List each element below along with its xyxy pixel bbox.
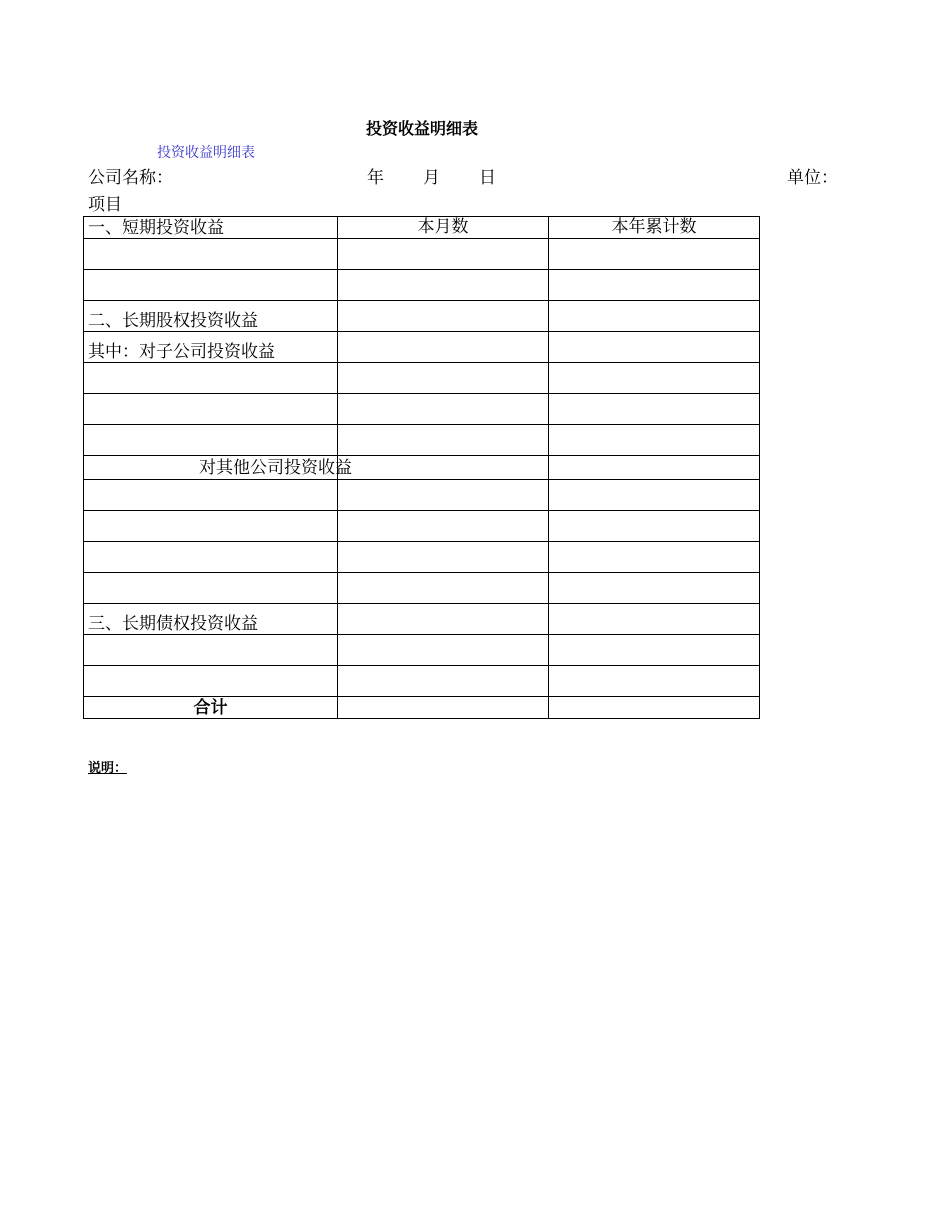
cell-year-to-date[interactable] [549, 604, 760, 635]
cell-current-month[interactable] [338, 301, 549, 332]
table-row [84, 425, 760, 456]
cell-year-to-date[interactable] [549, 573, 760, 604]
table-row [84, 511, 760, 542]
cell-current-month[interactable] [338, 697, 549, 719]
row-label-text: 对其他公司投资收益 [199, 458, 352, 478]
cell-current-month[interactable] [338, 270, 549, 301]
row-label[interactable]: 三、长期债权投资收益 [84, 604, 338, 635]
cell-current-month[interactable] [338, 480, 549, 511]
table-row [84, 363, 760, 394]
row-label[interactable] [84, 425, 338, 456]
cell-year-to-date[interactable] [549, 363, 760, 394]
cell-year-to-date[interactable] [549, 511, 760, 542]
cell-current-month[interactable] [338, 332, 549, 363]
row-label[interactable]: 一、短期投资收益 [84, 217, 338, 239]
cell-year-to-date[interactable] [549, 239, 760, 270]
cell-year-to-date[interactable] [549, 542, 760, 573]
table-row [84, 456, 760, 480]
row-label[interactable] [84, 239, 338, 270]
row-label[interactable] [84, 635, 338, 666]
row-label[interactable] [84, 480, 338, 511]
table-row [84, 666, 760, 697]
table-row [84, 301, 760, 332]
unit-label: 单位： [787, 168, 838, 188]
cell-year-to-date[interactable] [549, 301, 760, 332]
cell-year-to-date[interactable] [549, 270, 760, 301]
cell-current-month[interactable] [338, 511, 549, 542]
row-label[interactable] [84, 456, 352, 480]
cell-year-to-date[interactable] [549, 697, 760, 719]
company-name-label: 公司名称： [88, 168, 173, 188]
cell-year-to-date[interactable] [549, 394, 760, 425]
item-column-label: 项目 [88, 195, 122, 215]
cell-current-month[interactable] [338, 604, 549, 635]
cell-current-month[interactable] [338, 573, 549, 604]
row-label[interactable] [84, 363, 338, 394]
total-label[interactable]: 合计 [84, 697, 338, 719]
cell-current-month[interactable] [338, 425, 549, 456]
row-label[interactable] [84, 666, 338, 697]
cell-year-to-date[interactable] [549, 480, 760, 511]
cell-current-month[interactable] [338, 542, 549, 573]
page-title: 投资收益明细表 [365, 119, 478, 138]
note-label: 说明： [88, 761, 128, 776]
table-row [84, 239, 760, 270]
cell-year-to-date[interactable] [549, 666, 760, 697]
table-row-total [84, 697, 760, 719]
sheet-title-link[interactable]: 投资收益明细表 [157, 145, 255, 161]
table-row [84, 480, 760, 511]
row-label[interactable] [84, 573, 338, 604]
month-label: 月 [423, 168, 440, 188]
cell-current-month[interactable] [338, 635, 549, 666]
column-header-year-to-date[interactable]: 本年累计数 [549, 217, 760, 239]
row-label[interactable] [84, 270, 338, 301]
row-label[interactable]: 二、长期股权投资收益 [84, 301, 338, 332]
table-row [84, 573, 760, 604]
row-label[interactable]: 其中：对子公司投资收益 [84, 332, 338, 363]
row-label[interactable] [84, 542, 338, 573]
cell-current-month[interactable] [338, 363, 549, 394]
table-row [84, 604, 760, 635]
cell-year-to-date[interactable] [549, 635, 760, 666]
cell-current-month[interactable] [338, 239, 549, 270]
cell-year-to-date[interactable] [549, 456, 760, 480]
table-row [84, 394, 760, 425]
day-label: 日 [479, 168, 496, 188]
column-header-current-month[interactable]: 本月数 [338, 217, 549, 239]
cell-year-to-date[interactable] [549, 332, 760, 363]
investment-income-table [83, 216, 760, 719]
table-row [84, 217, 760, 239]
table-row [84, 270, 760, 301]
year-label: 年 [367, 168, 384, 188]
cell-current-month[interactable] [338, 456, 549, 480]
cell-current-month[interactable] [338, 666, 549, 697]
cell-current-month[interactable] [338, 394, 549, 425]
cell-year-to-date[interactable] [549, 425, 760, 456]
table-row [84, 542, 760, 573]
table-row [84, 332, 760, 363]
row-label[interactable] [84, 511, 338, 542]
table-row [84, 635, 760, 666]
row-label[interactable] [84, 394, 338, 425]
